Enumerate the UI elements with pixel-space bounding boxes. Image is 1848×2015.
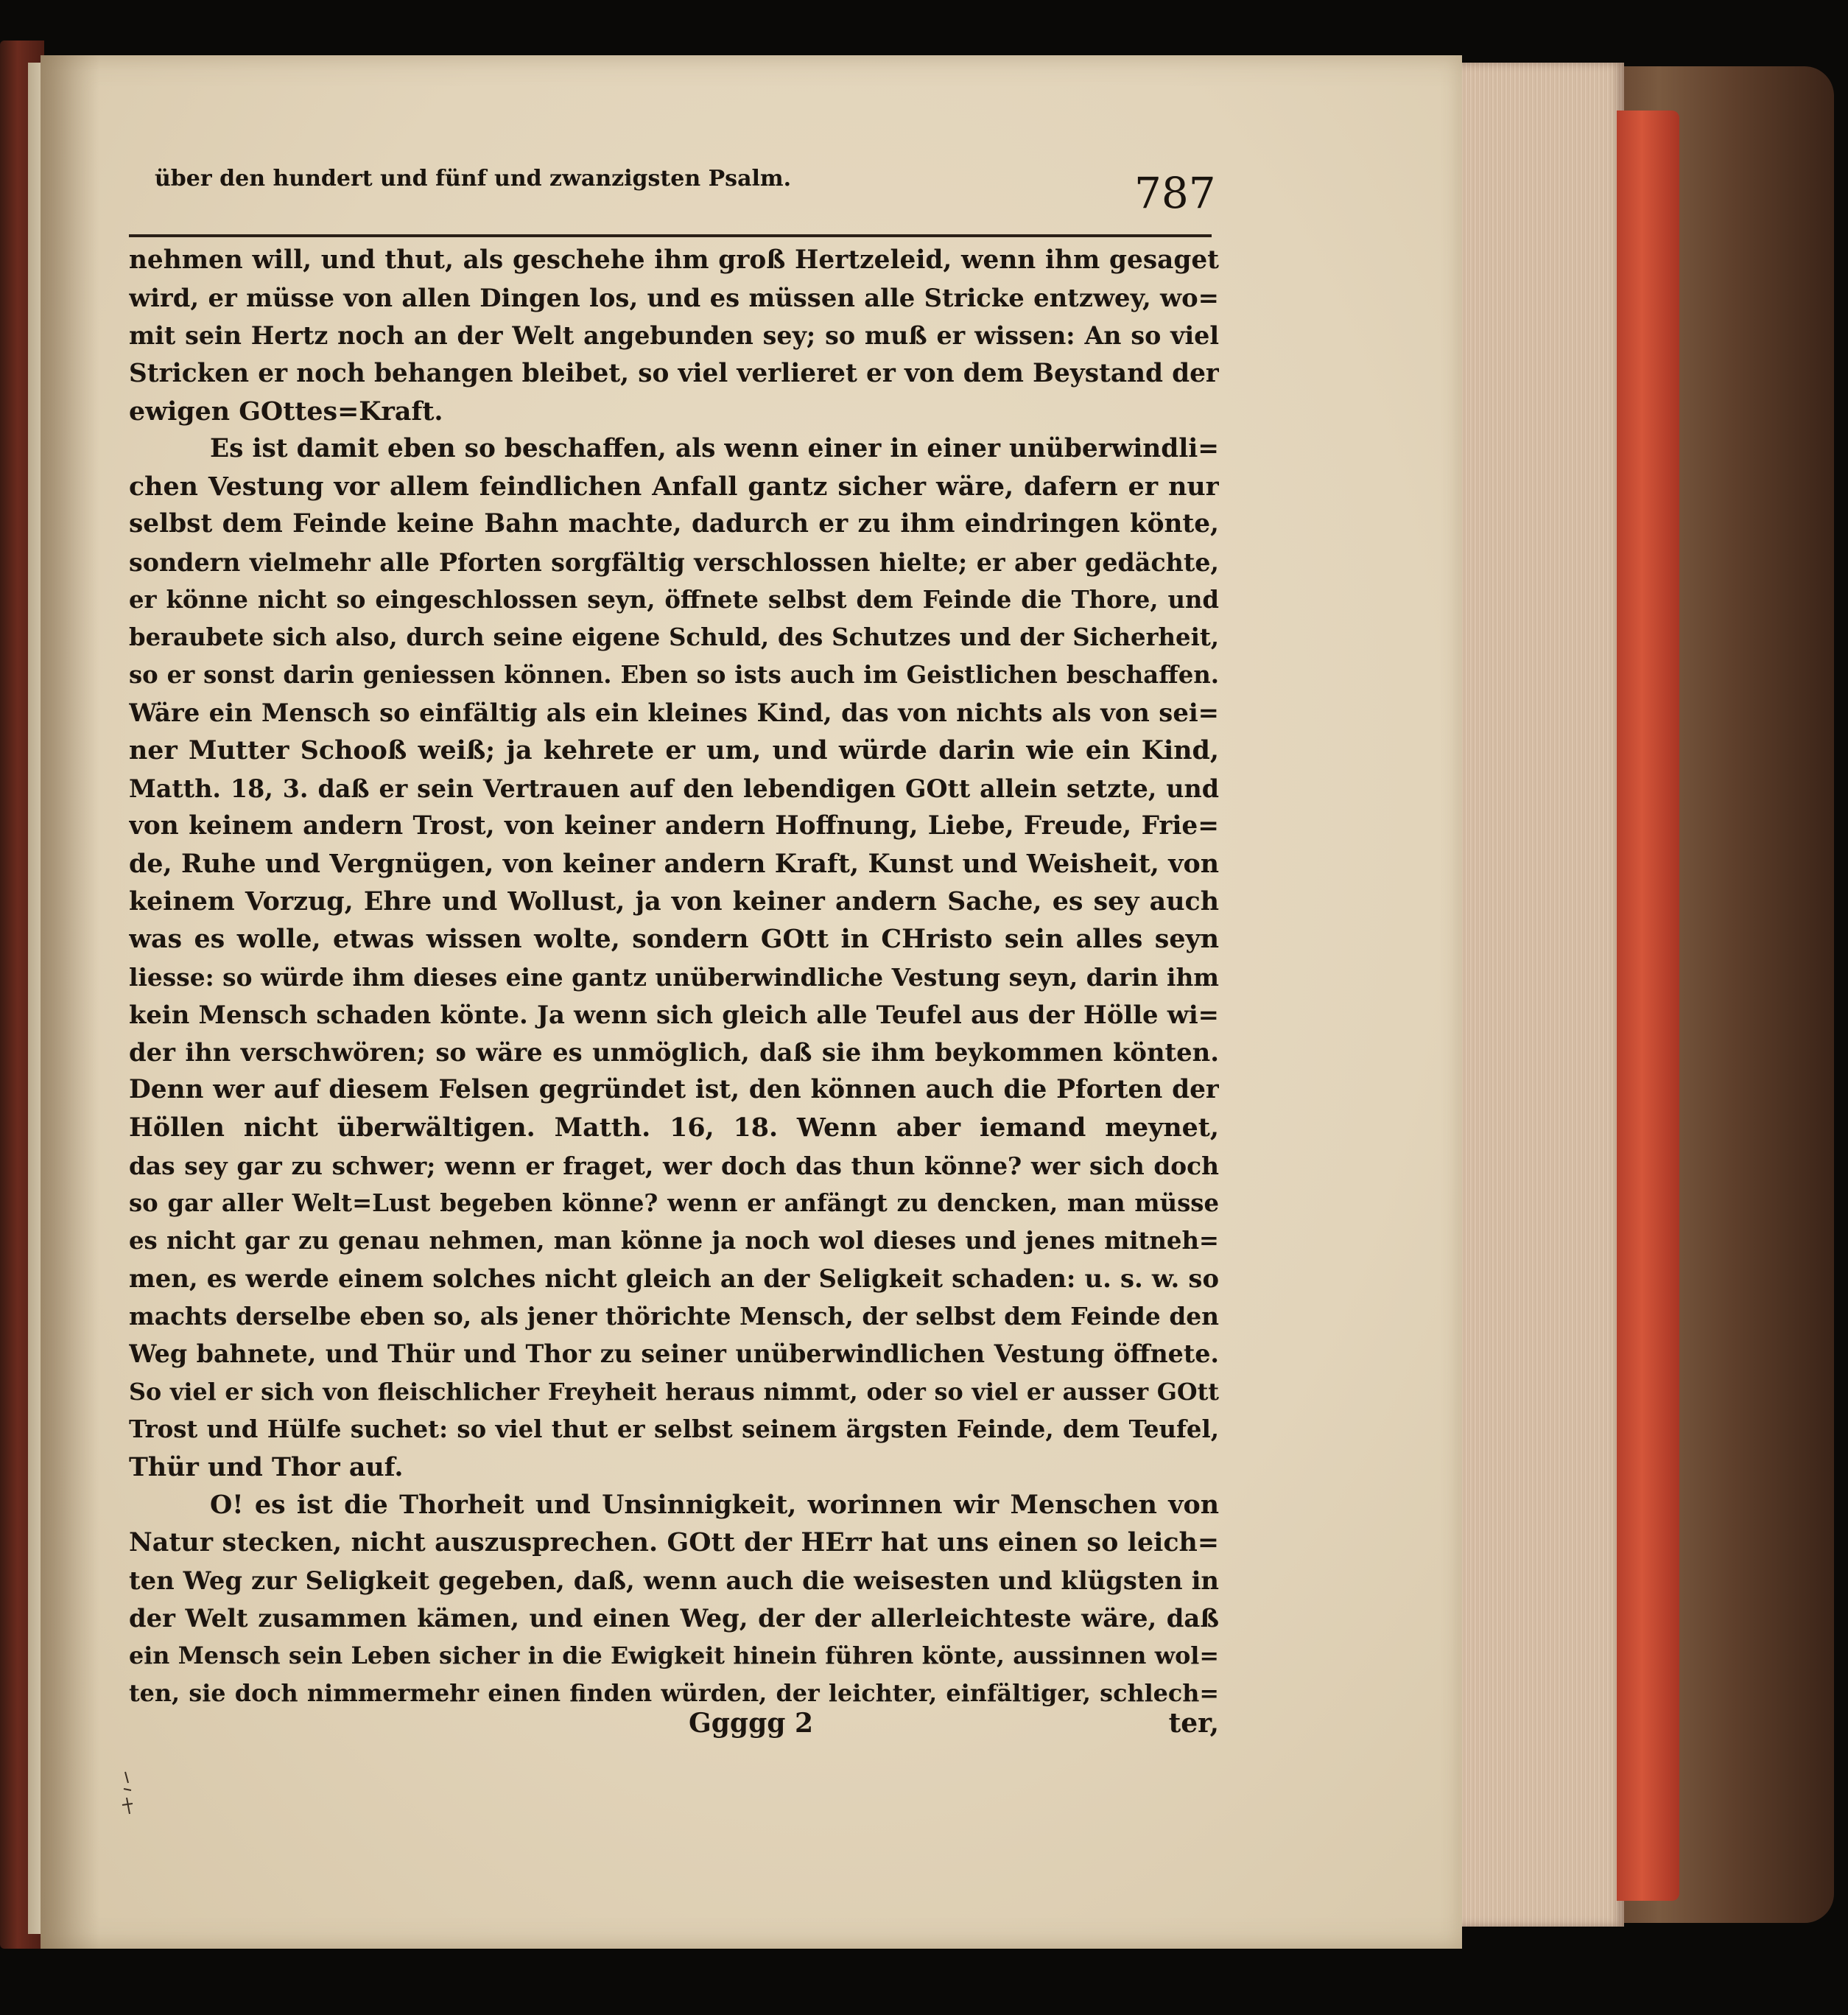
text-line: So viel er sich von fleischlicher Freyheit heraus nimmt, oder so viel er ausser GOtt [129,1378,1219,1406]
text-line: wird, er müsse von allen Dingen los, und es müssen alle Stricke entzwey, wo= [129,283,1219,313]
page-block-edges [1455,63,1624,1927]
text-line: men, es werde einem solches nicht gleich an der Seligkeit schaden: u. s. w. so [129,1264,1219,1294]
text-line: ten Weg zur Seligkeit gegeben, daß, wenn auch die weisesten und klügsten in [129,1565,1219,1595]
text-line: keinem Vorzug, Ehre und Wollust, ja von keiner andern Sache, es sey auch [129,886,1219,917]
text-line: das sey gar zu schwer; wenn er fraget, wer doch das thun könne? wer sich doch [129,1151,1219,1180]
text-line: Weg bahnete, und Thür und Thor zu seiner unüberwindlichen Vestung öffnete. [129,1339,1219,1369]
stray-ink-mark [118,1768,140,1820]
text-line: kein Mensch schaden könte. Ja wenn sich gleich alle Teufel aus der Hölle wi= [129,999,1219,1029]
text-line: mit sein Hertz noch an der Welt angebunden sey; so muß er wissen: An so viel [129,321,1219,351]
text-line: ewigen GOttes=Kraft. [129,396,443,427]
text-line: selbst dem Feinde keine Bahn machte, dadurch er zu ihm eindringen könte, [129,509,1219,539]
text-line: Denn wer auf diesem Felsen gegründet ist, den können auch die Pforten der [129,1075,1219,1105]
text-line: Höllen nicht überwältigen. Matth. 16, 18. Wenn aber iemand meynet, [129,1112,1219,1143]
signature-mark: Ggggg 2 [689,1708,814,1739]
page-number: 787 [1134,168,1216,218]
text-line: O! es ist die Thorheit und Unsinnigkeit, worinnen wir Menschen von [210,1490,1219,1521]
text-line: er könne nicht so eingeschlossen seyn, öffnete selbst dem Feinde die Thore, und [129,585,1219,614]
text-line: der Welt zusammen kämen, und einen Weg, der der allerleichteste wäre, daß [129,1602,1219,1633]
page-footer [129,1708,1219,1749]
body-text [129,242,1219,1712]
text-line: ner Mutter Schooß weiß; ja kehrete er um, und würde darin wie ein Kind, [129,735,1219,766]
text-line: ein Mensch sein Leben sicher in die Ewigkeit hinein führen könte, aussinnen wol= [129,1641,1219,1669]
text-line: chen Vestung vor allem feindlichen Anfall gantz sicher wäre, dafern er nur [129,472,1219,502]
text-line: Es ist damit eben so beschaffen, als wenn einer in einer unüberwindli= [210,433,1219,463]
text-line: der ihn verschwören; so wäre es unmöglich, daß sie ihm beykommen könten. [129,1037,1219,1067]
text-line: machts derselbe eben so, als jener thörichte Mensch, der selbst dem Feinde den [129,1302,1219,1331]
text-line: es nicht gar zu genau nehmen, man könne ja noch wol dieses und jenes mitneh= [129,1226,1219,1255]
text-line: ten, sie doch nimmermehr einen finden würden, der leichter, einfältiger, schlech= [129,1680,1219,1708]
red-page-edge [1617,111,1679,1901]
text-line: Natur stecken, nicht auszusprechen. GOtt der HErr hat uns einen so leich= [129,1527,1219,1558]
page-gutter-shadow [41,55,99,1949]
text-line: von keinem andern Trost, von keiner andern Hoffnung, Liebe, Freude, Frie= [129,810,1219,841]
text-line: Trost und Hülfe suchet: so viel thut er selbst seinem ärgsten Feinde, dem Teufel, [129,1415,1219,1443]
text-line: was es wolle, etwas wissen wolte, sondern GOtt in CHristo sein alles seyn [129,924,1219,955]
text-line: Matth. 18, 3. daß er sein Vertrauen auf den lebendigen GOtt allein setzte, und [129,774,1219,803]
text-line: so gar aller Welt=Lust begeben könne? wenn er anfängt zu dencken, man müsse [129,1188,1219,1217]
text-line: beraubete sich also, durch seine eigene Schuld, des Schutzes und der Sicherheit, [129,623,1219,651]
text-line: Stricken er noch behangen bleibet, so viel verlieret er von dem Beystand der [129,358,1219,388]
text-line: sondern vielmehr alle Pforten sorgfältig verschlossen hielte; er aber gedächte, [129,547,1219,577]
text-line: liesse: so würde ihm dieses eine gantz unüberwindliche Vestung seyn, darin ihm [129,962,1219,992]
text-line: Thür und Thor auf. [129,1452,404,1482]
text-line: nehmen will, und thut, als geschehe ihm groß Hertzeleid, wenn ihm gesaget [129,245,1219,275]
running-title: über den hundert und fünf und zwanzigsten Psalm. [155,166,792,192]
text-line: Wäre ein Mensch so einfältig als ein kleines Kind, das von nichts als von sei= [129,698,1219,728]
text-line: so er sonst darin geniessen können. Eben so ists auch im Geistlichen beschaffen. [129,661,1219,690]
text-line: de, Ruhe und Vergnügen, von keiner andern Kraft, Kunst und Weisheit, von [129,849,1219,879]
catchword: ter, [1168,1708,1219,1739]
header-rule [129,234,1212,237]
